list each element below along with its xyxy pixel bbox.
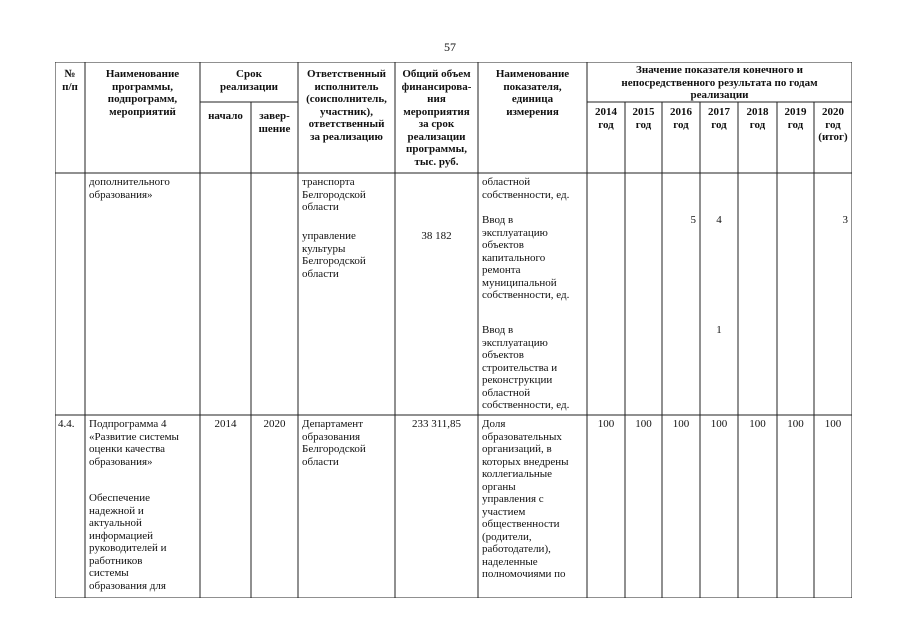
header-start: начало: [208, 110, 243, 122]
program-table: [55, 62, 852, 598]
row1-value-2017: 4: [716, 214, 722, 226]
header-funding: Общий объем финансирова- ния мероприятия за срок реализации программы, тыс. руб.: [401, 68, 472, 168]
header-period: Срок реализации: [219, 68, 279, 93]
row1-funding: 38 182: [421, 230, 452, 242]
row1-indicator-regional: областной собственности, ед.: [482, 176, 570, 201]
row1-construction-value-2017: 1: [716, 324, 722, 336]
header-year-2017: 2017 год: [708, 106, 730, 131]
row1-name: дополнительного образования»: [89, 176, 170, 201]
row1-value-2016: 5: [690, 214, 696, 226]
row2-responsible: Департамент образования Белгородской области: [302, 418, 366, 468]
header-year-2018: 2018 год: [746, 106, 769, 131]
row2-value-2019: 100: [787, 418, 804, 430]
header-year-2020: 2020 год (итог): [818, 106, 848, 143]
row2-value-2014: 100: [597, 418, 615, 430]
row2-value-2018: 100: [749, 418, 766, 430]
header-end: завер- шение: [258, 110, 291, 135]
header-year-2014: 2014 год: [595, 106, 617, 131]
header-responsible: Ответственный исполнитель (соисполнитель, участник), ответственный за реализацию: [306, 68, 387, 143]
row2-start-year: 2014: [214, 418, 237, 430]
row1-responsible-transport: транспорта Белгородской области: [302, 176, 366, 213]
row2-end-year: 2020: [263, 418, 286, 430]
header-year-2015: 2015 год: [632, 106, 655, 131]
row1-value-2020: 3: [842, 214, 848, 226]
page-number: 57: [444, 40, 456, 54]
header-name: Наименование программы, подпрограмм, мероприятий: [105, 68, 180, 118]
row2-value-2015: 100: [635, 418, 652, 430]
header-indicator: Наименование показателя, единица измерения: [495, 68, 570, 118]
header-year-2019: 2019 год: [784, 106, 807, 131]
row2-value-2017: 100: [710, 418, 728, 430]
row2-activity-name: Обеспечение надежной и актуальной информацией руководителей и работников системы образования для: [89, 492, 167, 592]
header-values: Значение показателя конечного и непосредственного результата по годам реализации: [621, 64, 818, 101]
row2-value-2020: 100: [824, 418, 842, 430]
row2-funding: 233 311,85: [411, 418, 462, 430]
row2-indicator: Доля образовательных организаций, в которых внедрены коллегиальные органы управления с участием общественности (родители, работодатели), наделенные полномочиями по: [482, 418, 569, 580]
row1-indicator-construction: Ввод в эксплуатацию объектов строительства и реконструкции областной собственности, ед.: [482, 324, 570, 411]
row1-indicator-capital-repair: Ввод в эксплуатацию объектов капитального ремонта муниципальной собственности, ед.: [482, 214, 570, 301]
header-year-2016: 2016 год: [670, 106, 692, 131]
row2-number: 4.4.: [58, 418, 75, 430]
row1-responsible-culture: управление культуры Белгородской области: [302, 230, 366, 280]
row2-value-2016: 100: [672, 418, 690, 430]
header-number: № п/п: [62, 68, 78, 93]
row2-subprogram-name: Подпрограмма 4 «Развитие системы оценки качества образования»: [89, 418, 179, 468]
